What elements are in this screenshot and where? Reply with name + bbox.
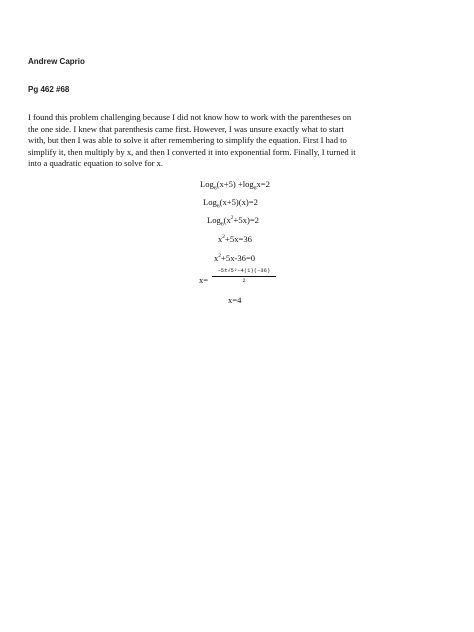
equation-step-4: $x^2+5x=36$ (218, 234, 252, 244)
fraction-bar (212, 276, 276, 277)
equation-step-5: $x^2+5x-36=0$ (214, 253, 256, 263)
quadratic-denominator: 2 (242, 278, 246, 284)
reflection-paragraph (28, 112, 448, 170)
quadratic-fraction (212, 268, 276, 284)
paragraph-line: into a quadratic equation to solve for x. (28, 158, 164, 169)
quadratic-lhs: x= (199, 275, 209, 285)
paragraph-line: simplify it, then multiply by x, and then I converted it into exponential form. Finally, I turned it (28, 146, 356, 157)
equation-step-3: $Log_6(x^2+5x)=2$ (207, 215, 259, 228)
paragraph-line: with, but then I was able to solve it after remembering to simplify the equation. First I had to (28, 135, 347, 146)
equation-step-1: $Log_6(x+5) +\log_6x=2$ (200, 179, 270, 192)
paragraph-line: the one side. I knew that parenthesis came first. However, I was unsure exactly what to start (28, 123, 344, 134)
author-name: Andrew Caprio (28, 57, 85, 66)
equation-step-2: Log$_6$(x+5)(x)=2 (203, 197, 258, 210)
equation-solution: x=4 (228, 295, 242, 305)
quadratic-numerator: −5±√5²−4(1)(−36) (217, 268, 271, 274)
paragraph-line: I found this problem challenging because I did not know how to work with the parentheses on (28, 112, 352, 122)
problem-reference: Pg 462 #68 (28, 85, 70, 94)
